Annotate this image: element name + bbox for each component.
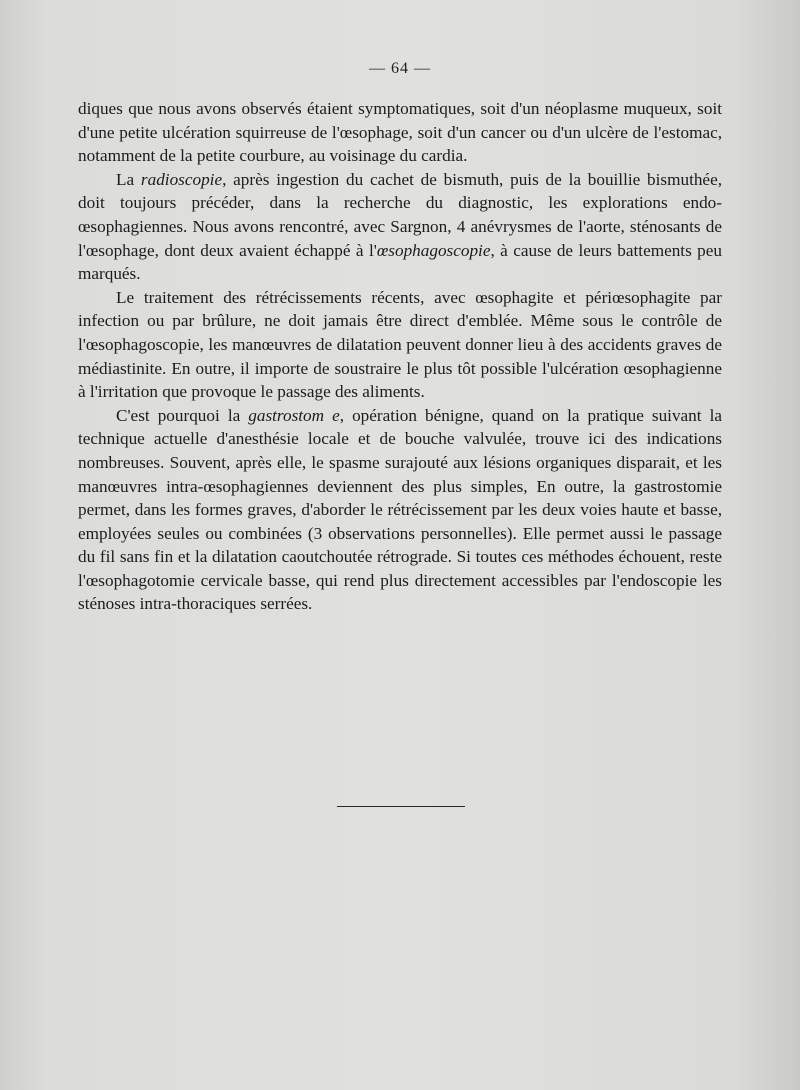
paragraph-2-text-c: , à cause de leurs battements peu marqués. bbox=[78, 240, 722, 284]
section-end-rule bbox=[337, 806, 465, 807]
paragraph-4 bbox=[78, 404, 722, 616]
body-text bbox=[78, 97, 722, 616]
paragraph-1 bbox=[78, 97, 722, 168]
paragraph-2-text-b: , après ingestion du cachet de bismuth, puis de la bouillie bismuthée, doit toujours précéder, dans la recherche du diagnostic, les explorations endo-œsophagiennes. Nous avons rencontré, avec Sargnon, 4 anévrysmes de l'aorte, sténosants de l'œsophage, dont deux avaient échappé à l' bbox=[78, 169, 722, 260]
page-number: — 64 — bbox=[369, 60, 431, 77]
paragraph-3-text: Le traitement des rétrécissements récents, avec œsophagite et périœsophagite par infection ou par brûlure, ne doit jamais être direct d'emblée. Même sous le contrôle de l'œsophagoscopie, les manœuvres de dilatation peuvent donner lieu à des accidents graves de médiastinite. En outre, il importe de soustraire le plus tôt possible l'ulcération œsophagienne à l'irritation que provoque le passage des aliments. bbox=[78, 287, 722, 402]
paragraph-3 bbox=[78, 286, 722, 404]
paragraph-2-text-a: La bbox=[116, 169, 141, 189]
term-radioscopie: radioscopie bbox=[140, 169, 223, 189]
paragraph-2 bbox=[78, 168, 722, 286]
term-oesophagoscopie: œsophagoscopie bbox=[376, 240, 491, 260]
paragraph-4-text-b: , opération bénigne, quand on la pratique suivant la technique actuelle d'anesthésie locale et de bouche valvulée, trouve ici des indications nombreuses. Souvent, après elle, le spasme surajouté aux lésions organiques disparait, et les manœuvres intra-œsophagiennes deviennent des plus simples, En outre, la gastrostomie permet, dans les formes graves, d'aborder le rétrécissement par les deux voies haute et basse, employées seules ou combinées (3 observations personnelles). Elle permet aussi le passage du fil sans fin et la dilatation caoutchoutée rétrograde. Si toutes ces méthodes échouent, reste l'œsophagotomie cervicale basse, qui rend plus directement accessibles par l'endoscopie les sténoses intra-thoraciques serrées. bbox=[78, 405, 722, 614]
paragraph-1-text: diques que nous avons observés étaient symptomatiques, soit d'un néoplasme muqueux, soit d'une petite ulcération squirreuse de l'œsophage, soit d'un cancer ou d'un ulcère de l'estomac, notamment de la petite courbure, au voisinage du cardia. bbox=[78, 99, 722, 166]
paragraph-4-text-a: C'est pourquoi la bbox=[116, 405, 249, 425]
term-gastrostomie: gastrostom e bbox=[248, 405, 340, 425]
